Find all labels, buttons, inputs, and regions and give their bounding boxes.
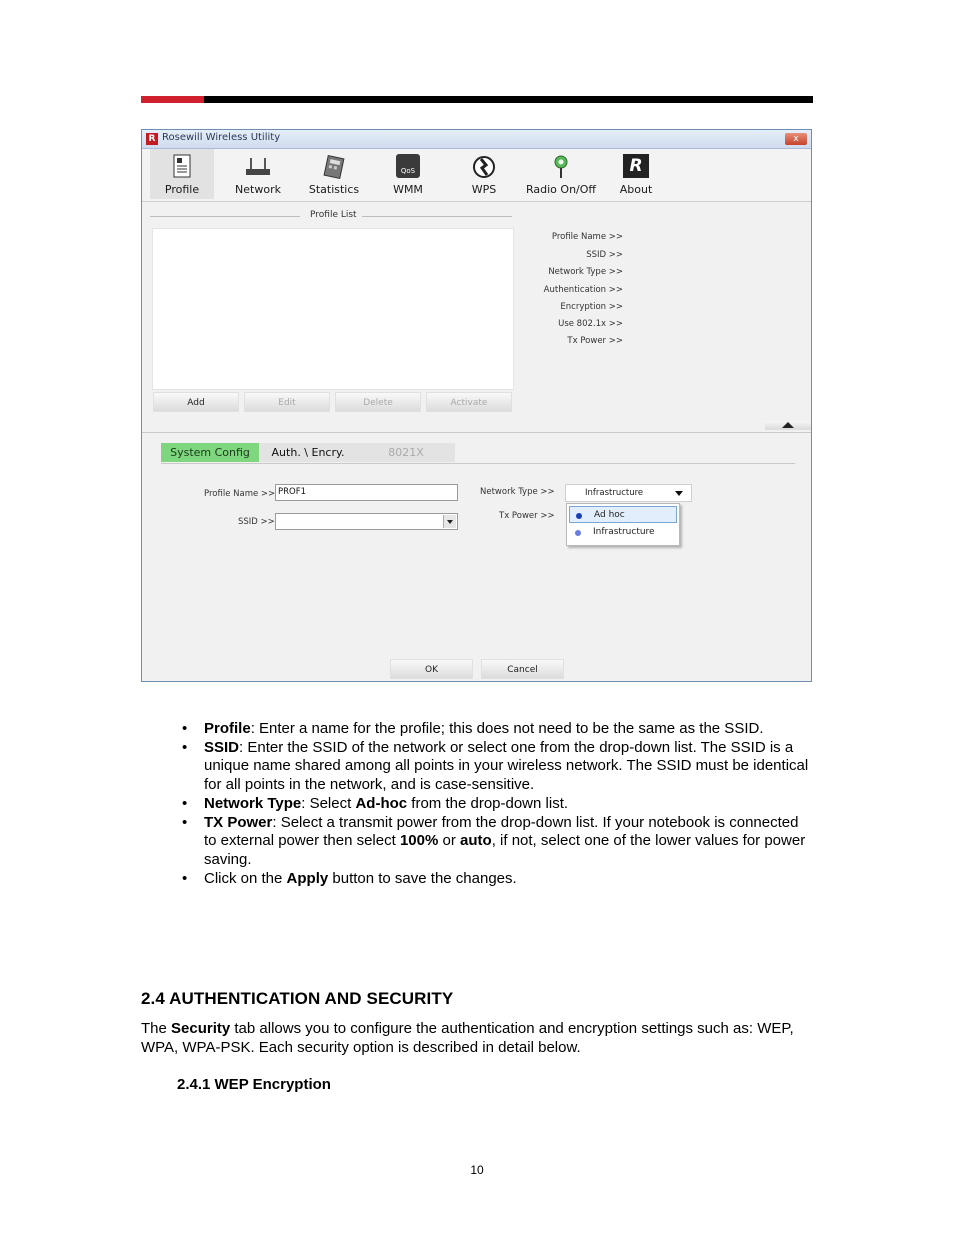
tx-power-label: Tx Power >> (499, 511, 555, 521)
delete-button[interactable]: Delete (335, 392, 421, 412)
toolbar-wps[interactable] (458, 149, 510, 199)
section-paragraph: The Security tab allows you to configure the authentication and encryption settings such as: WEP, WPA, WPA-PSK. Each security option is described in detail below. (141, 1020, 794, 1056)
option-ad-hoc[interactable] (569, 506, 677, 523)
info-ssid: SSID >> (586, 250, 623, 260)
title-bar (142, 130, 811, 149)
toolbar-about[interactable] (612, 149, 660, 199)
collapse-button[interactable] (765, 421, 811, 430)
network-type-label: Network Type >> (480, 487, 555, 497)
statistics-icon (322, 154, 346, 180)
info-encryption: Encryption >> (560, 302, 623, 312)
tab-underline (161, 463, 795, 464)
toolbar-label: Profile (164, 183, 200, 196)
bullet-dot-icon (575, 530, 581, 536)
list-item: • SSID: Enter the SSID of the network or select one from the drop-down list. The SSID is a unique name shared among all points in your wireless network. The SSID must be identical for all points in the network, and is case-sensitive. (204, 739, 814, 795)
add-button[interactable]: Add (153, 392, 239, 412)
rosewill-logo-icon: R (623, 154, 649, 178)
subsection-heading: 2.4.1 WEP Encryption (177, 1076, 331, 1093)
ssid-label: SSID >> (238, 517, 275, 527)
list-item: • Click on the Apply button to save the changes. (204, 870, 814, 889)
toolbar-label: WPS (471, 183, 497, 196)
list-item: • Network Type: Select Ad-hoc from the drop-down list. (204, 795, 814, 814)
activate-button[interactable]: Activate (426, 392, 512, 412)
option-label: Infrastructure (593, 527, 655, 537)
profile-name-input[interactable]: PROF1 (275, 484, 458, 501)
wmm-qos-icon: QoS (396, 154, 420, 178)
page-number: 10 (470, 1163, 484, 1177)
option-label: Ad hoc (594, 510, 625, 520)
tab-system-config[interactable]: System Config (161, 443, 259, 462)
option-infrastructure[interactable] (569, 524, 677, 541)
toolbar-label: Radio On/Off (526, 183, 596, 196)
toolbar-network[interactable] (226, 149, 290, 199)
close-button[interactable]: x (785, 133, 807, 145)
chevron-up-icon (782, 422, 794, 428)
ok-button[interactable]: OK (390, 659, 473, 679)
radio-antenna-icon (551, 154, 571, 180)
app-window-screenshot (141, 129, 812, 682)
window-title: Rosewill Wireless Utility (162, 132, 281, 143)
info-network-type: Network Type >> (548, 267, 623, 277)
toolbar (142, 149, 811, 202)
header-rule-black (204, 96, 813, 103)
toolbar-label: About (619, 183, 653, 196)
toolbar-label: WMM (393, 183, 423, 196)
router-icon (244, 154, 272, 178)
edit-button[interactable]: Edit (244, 392, 330, 412)
profile-list-legend: Profile List (310, 210, 357, 220)
list-item: • TX Power: Select a transmit power from the drop-down list. If your notebook is connected to external power then select 100% or auto, if not, select one of the lower values for power saving. (204, 814, 814, 870)
header-rule-red (141, 96, 204, 103)
profile-icon (173, 154, 191, 178)
toolbar-wmm[interactable] (382, 149, 434, 199)
tab-8021x[interactable]: 8021X (357, 443, 455, 462)
chevron-down-icon[interactable] (443, 515, 456, 528)
legend-line-left (150, 216, 300, 217)
tab-auth-encry[interactable]: Auth. \ Encry. (259, 443, 357, 462)
wps-icon (472, 154, 496, 180)
section-heading: 2.4 AUTHENTICATION AND SECURITY (141, 989, 454, 1008)
rosewill-logo-icon: R (146, 133, 158, 145)
divider (142, 432, 811, 433)
list-item: • Profile: Enter a name for the profile; this does not need to be the same as the SSID. (204, 720, 814, 739)
profile-name-label: Profile Name >> (204, 489, 276, 499)
profile-list-box[interactable] (152, 228, 514, 390)
legend-line-right (362, 216, 512, 217)
settings-bullet-list (204, 720, 814, 888)
toolbar-radio-on-off[interactable] (520, 149, 602, 199)
network-type-value: Infrastructure (585, 488, 644, 498)
toolbar-label: Network (235, 183, 281, 196)
ssid-combobox[interactable] (275, 513, 458, 530)
chevron-down-icon (675, 491, 683, 496)
network-type-dropdown (566, 503, 680, 546)
cancel-button[interactable]: Cancel (481, 659, 564, 679)
info-tx-power: Tx Power >> (567, 336, 623, 346)
toolbar-statistics[interactable] (300, 149, 368, 199)
toolbar-profile[interactable] (150, 149, 214, 199)
network-type-select[interactable] (565, 484, 692, 502)
info-use-8021x: Use 802.1x >> (558, 319, 623, 329)
bullet-dot-icon (576, 513, 582, 519)
info-profile-name: Profile Name >> (551, 232, 623, 242)
toolbar-label: Statistics (308, 183, 360, 196)
info-authentication: Authentication >> (543, 285, 623, 295)
